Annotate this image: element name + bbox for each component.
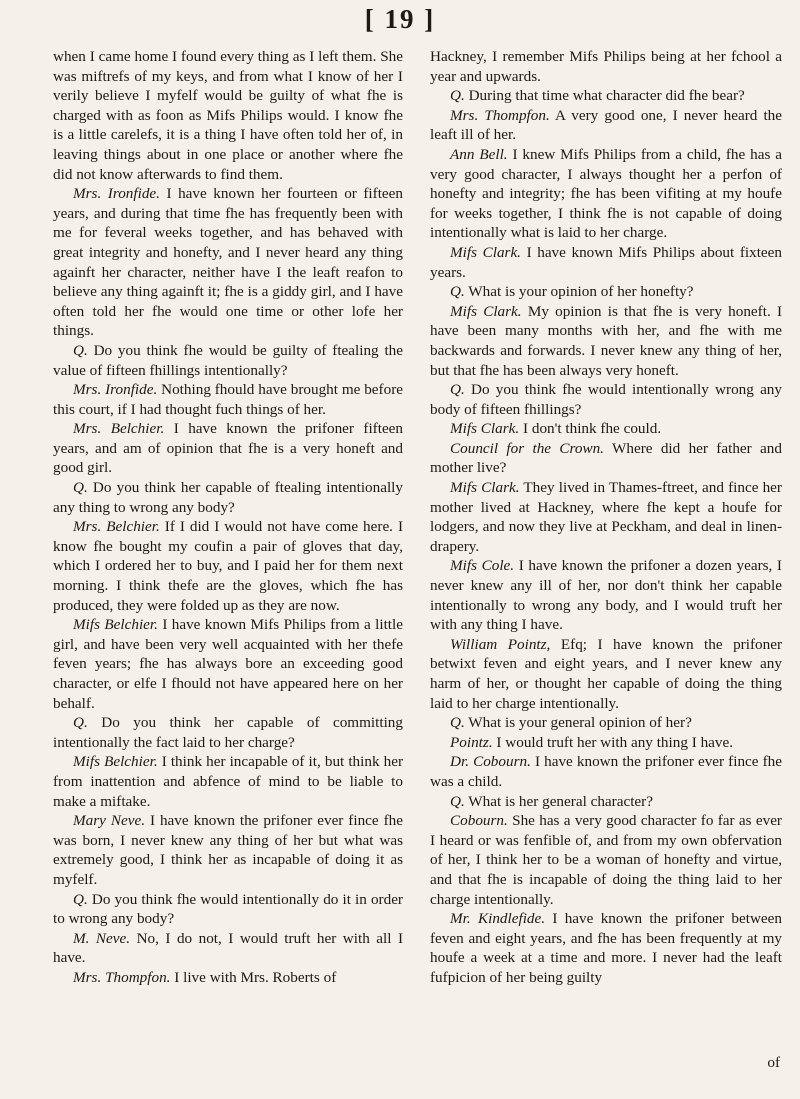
testimony-paragraph: [53, 811, 403, 889]
testimony-text: What is your general opinion of her?: [468, 714, 692, 732]
testimony-text: I have known the prifoner between feven and eight years, and fhe has been frequently at my houfe a week at a time and more. I never had the leaft fufpicion of her being guilty: [430, 910, 783, 986]
testimony-paragraph: [430, 792, 782, 812]
testimony-text: I have known the prifoner ever fince fhe was a child.: [430, 753, 783, 790]
testimony-text: They lived in Thames-ftreet, and fince her mother lived at Hackney, where fhe kept a houfe for lodgers, and now they live at Peckham, and deal in linen-drapery.: [430, 479, 782, 555]
testimony-text: I don't think fhe could.: [523, 420, 662, 438]
testimony-text: I have known the prifoner a dozen years, I never knew any ill of her, nor don't think her capable intentionally to wrong any body, and I would truft her with any thing I have.: [430, 557, 782, 634]
testimony-paragraph: [430, 243, 782, 282]
testimony-text: Efq; I have known the prifoner betwixt feven and eight years, and I never knew any harm of her, or thought her capable of doing the thing laid to her charge intentionally.: [430, 635, 783, 712]
speaker-name: Q.: [73, 890, 88, 908]
speaker-name: Q.: [450, 381, 465, 399]
testimony-text: Hackney, I remember Mifs Philips being at her fchool a year and upwards.: [430, 48, 782, 85]
testimony-text: No, I do not, I would truft her with all I have.: [53, 929, 403, 967]
speaker-name: Q.: [450, 714, 465, 732]
speaker-name: Q.: [73, 714, 88, 732]
testimony-paragraph: [53, 929, 403, 968]
speaker-name: Q.: [450, 792, 465, 810]
page-number: [ 19 ]: [364, 4, 436, 34]
catchword: of: [767, 1054, 780, 1071]
testimony-text: I have known her fourteen or fifteen years, and during that time fhe has frequently been with me for feveral weeks together, and has behaved with great integrity and honefty, and I never heard any thing againft her character, neither have I the leaft reafon to believe any thing againft it; fhe is a giddy girl, and I have often told her fhe would one time or other lofe her things.: [53, 185, 404, 340]
speaker-name: Mrs. Belchier.: [73, 420, 165, 438]
testimony-text: Do you think her capable of committing intentionally the fact laid to her charge?: [53, 714, 403, 751]
testimony-text: Do you think her capable of ftealing intentionally any thing to wrong any body?: [53, 479, 403, 516]
testimony-paragraph: [53, 890, 403, 929]
testimony-text: I knew Mifs Philips from a child, fhe has a very good character, I always thought her a perfon of honefty and integrity; fhe has been vifiting at my houfe for weeks together, I think fhe is not capable of doing intentionally what is laid to her charge.: [430, 145, 782, 242]
speaker-name: Mrs. Ironfide.: [73, 381, 158, 399]
speaker-name: Mifs Clark.: [450, 479, 520, 497]
testimony-paragraph: [430, 752, 782, 791]
testimony-text: I live with Mrs. Roberts of: [174, 968, 337, 986]
testimony-paragraph: [53, 341, 403, 380]
testimony-paragraph: [430, 909, 782, 987]
testimony-paragraph: [53, 478, 403, 517]
testimony-paragraph: [430, 302, 782, 380]
testimony-text: Do you think fhe would be guilty of ftealing the value of fifteen fhillings intentionally?: [53, 341, 403, 379]
testimony-text: I have known the prifoner fifteen years, and am of opinion that fhe is a very honeft and good girl.: [53, 420, 404, 477]
speaker-name: Mrs. Thompfon.: [450, 106, 550, 124]
speaker-name: Mifs Cole.: [450, 557, 515, 575]
testimony-paragraph: [53, 752, 403, 811]
speaker-name: Mrs. Belchier.: [73, 518, 160, 536]
testimony-paragraph: [430, 439, 782, 478]
testimony-text: She has a very good character fo far as ever I heard or was fenfible of, and from my own obfervation of her, I think her to be a woman of honefty and virtue, and that fhe is incapable of doing the thing laid to her charge intentionally.: [430, 812, 782, 908]
speaker-name: Mifs Clark.: [450, 302, 522, 320]
speaker-name: Mifs Clark.: [450, 420, 520, 438]
testimony-paragraph: [53, 615, 403, 713]
testimony-paragraph: [430, 106, 782, 145]
speaker-name: William Pointz,: [450, 635, 551, 653]
testimony-text: Where did her father and mother live?: [430, 439, 782, 477]
speaker-name: Q.: [73, 479, 88, 497]
speaker-name: Mary Neve.: [73, 812, 145, 830]
testimony-paragraph: [53, 517, 403, 615]
testimony-text: If I did I would not have come here. I know fhe bought my coufin a pair of gloves that day, which I ordered her to buy, and I paid her for them next morning. I think thefe are the gloves, which fhe has produced, they were folded up as they are now.: [53, 518, 404, 614]
testimony-paragraph: [430, 478, 782, 556]
testimony-text: I have known the prifoner ever fince fhe was born, I never knew any thing of her but what was extremely good, I think her as incapable of doing it as myfelf.: [53, 812, 404, 888]
testimony-text: I have known Mifs Philips from a little girl, and have been very well acquainted with her thefe feven years; fhe has always bore an exceeding good character, or elfe I fhould not have appeared here on her behalf.: [53, 616, 403, 712]
testimony-text: Nothing fhould have brought me before this court, if I had thought fuch things of her.: [53, 381, 403, 418]
testimony-text: What is her general character?: [468, 792, 653, 810]
testimony-paragraph: [430, 282, 782, 302]
testimony-paragraph: [430, 635, 782, 713]
testimony-text: Do you think fhe would intentionally wrong any body of fifteen fhillings?: [430, 381, 782, 418]
testimony-paragraph: [430, 145, 782, 243]
testimony-paragraph: [53, 713, 403, 752]
speaker-name: Mifs Clark.: [450, 243, 521, 261]
left-column: [53, 47, 403, 988]
testimony-text: I would truft her with any thing I have.: [496, 733, 734, 751]
testimony-text: when I came home I found every thing as I left them. She was miftrefs of my keys, and from what I know of her I verily believe I myfelf would be guilty of what fhe is charged with as foon as Mifs Philips would. I know fhe is a little carelefs, it is a thing I have often told her of, in leaving things about in one place or another where fhe did not know afterwards to find them.: [53, 48, 403, 183]
testimony-paragraph: [430, 713, 782, 733]
speaker-name: Mifs Belchier.: [73, 616, 158, 634]
testimony-paragraph: [430, 556, 782, 634]
speaker-name: Mifs Belchier.: [73, 753, 158, 771]
testimony-text: I think her incapable of it, but think her from inattention and abfence of mind to be liable to make a miftake.: [53, 753, 404, 810]
speaker-name: Mrs. Thompfon.: [73, 968, 171, 986]
testimony-paragraph: [53, 47, 403, 184]
testimony-paragraph: [53, 184, 403, 341]
testimony-paragraph: [53, 968, 403, 988]
testimony-paragraph: [53, 419, 403, 478]
speaker-name: Q.: [450, 87, 465, 105]
testimony-text: What is your opinion of her honefty?: [468, 283, 694, 301]
speaker-name: Q.: [73, 341, 88, 359]
testimony-text: During that time what character did fhe bear?: [468, 87, 745, 105]
speaker-name: Dr. Cobourn.: [450, 753, 531, 771]
testimony-paragraph: [430, 380, 782, 419]
speaker-name: Mr. Kindlefide.: [450, 910, 546, 928]
testimony-paragraph: [430, 86, 782, 106]
testimony-paragraph: [53, 380, 403, 419]
testimony-paragraph: [430, 419, 782, 439]
testimony-text: A very good one, I never heard the leaft ill of her.: [430, 106, 783, 144]
testimony-text: Do you think fhe would intentionally do it in order to wrong any body?: [53, 890, 403, 928]
testimony-paragraph: [430, 733, 782, 753]
speaker-name: Pointz.: [450, 733, 493, 751]
testimony-paragraph: [430, 811, 782, 909]
speaker-name: Q.: [450, 283, 465, 301]
speaker-name: Ann Bell.: [450, 145, 508, 163]
speaker-name: Cobourn.: [450, 812, 508, 830]
right-column: [430, 47, 782, 988]
testimony-paragraph: [430, 47, 782, 86]
speaker-name: Council for the Crown.: [450, 439, 604, 457]
testimony-text: I have known Mifs Philips about fixteen years.: [430, 243, 782, 281]
speaker-name: M. Neve.: [73, 929, 131, 947]
speaker-name: Mrs. Ironfide.: [73, 185, 160, 203]
testimony-text: My opinion is that fhe is very honeft. I have been many months with her, and fhe with me backwards and forwards. I never knew any thing of her, but that fhe has been always very honeft.: [430, 302, 782, 379]
